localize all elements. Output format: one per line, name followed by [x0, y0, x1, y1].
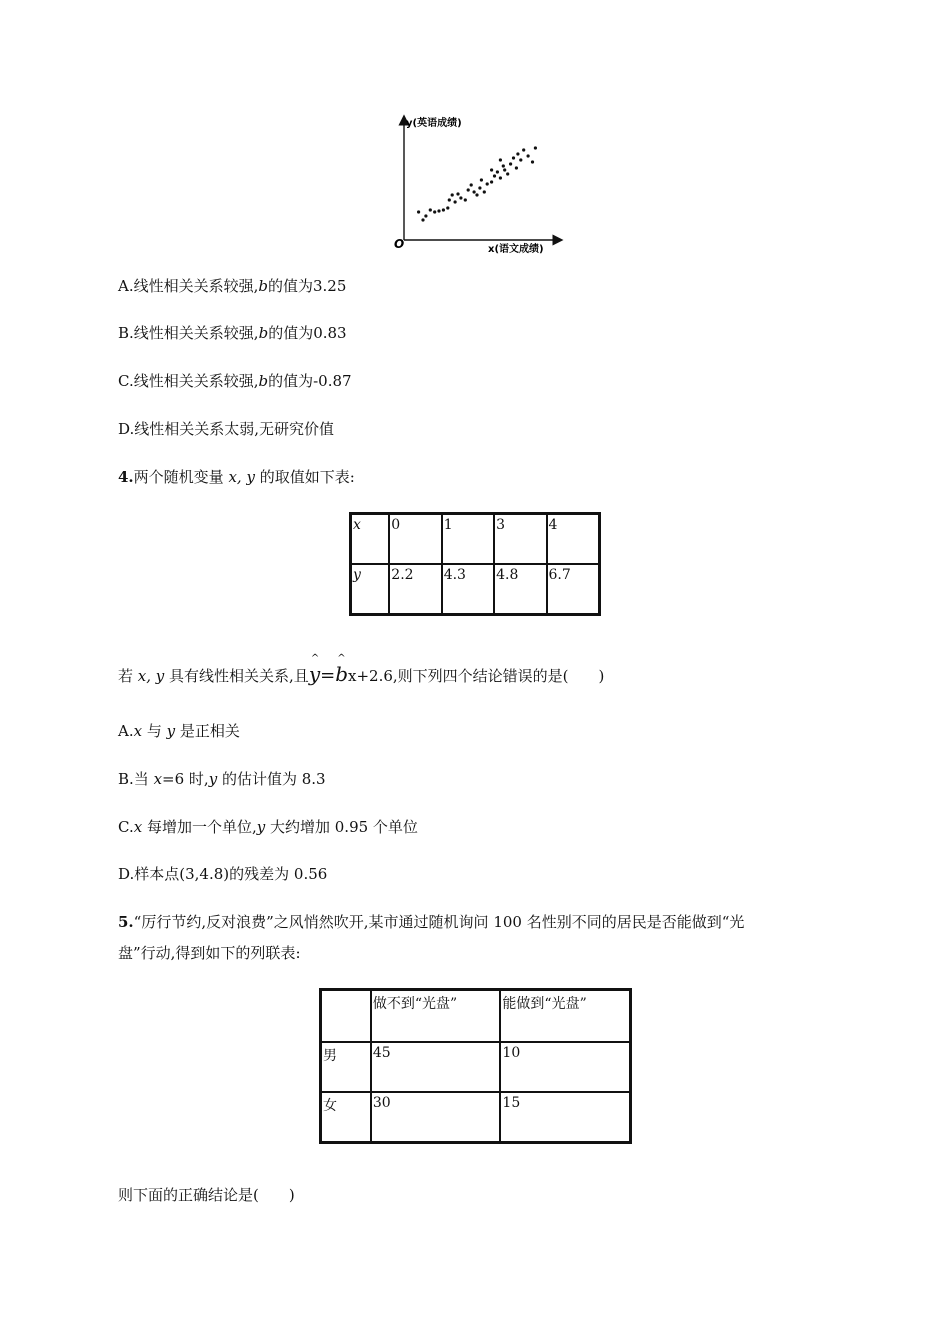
scatter-point-35 [531, 160, 534, 163]
option-text: 的估计值为 8.3 [217, 770, 326, 788]
option-letter: C. [118, 372, 134, 390]
q4-stem [118, 466, 355, 487]
scatter-point-20 [486, 182, 489, 185]
option-var: x [133, 818, 143, 836]
scatter-point-33 [522, 148, 525, 151]
table-cell: 1 [442, 514, 494, 565]
table-cell: 30 [371, 1092, 501, 1142]
option-var: y [256, 818, 266, 836]
option-letter: B. [118, 770, 134, 788]
option-text: 大约增加 0.95 个单位 [265, 818, 418, 836]
option-var: b [258, 324, 269, 342]
cond-text: 若 [118, 667, 138, 685]
option-var: y [166, 722, 176, 740]
option-text: =6 时, [162, 770, 209, 788]
option-letter: D. [118, 420, 135, 438]
option-text: 线性相关关系较强, [133, 277, 259, 295]
scatter-point-38 [490, 168, 493, 171]
origin-label: O [394, 237, 405, 251]
option-text: 线性相关关系太弱,无研究价值 [134, 420, 335, 438]
scatter-point-19 [483, 190, 486, 193]
q4-option-c[interactable] [118, 816, 418, 837]
q3-option-c[interactable] [118, 370, 352, 391]
stem-text: “厉行节约,反对浪费”之风悄然吹开,某市通过随机询问 100 名性别不同的居民是否能做到“光 [133, 913, 745, 931]
option-text: 每增加一个单位, [142, 818, 257, 836]
scatter-point-39 [480, 178, 483, 181]
table-cell: 15 [500, 1092, 630, 1142]
table-cell: 4.3 [442, 564, 494, 615]
scatter-point-11 [456, 192, 459, 195]
question-number: 4. [118, 468, 134, 486]
stem-text: 盘”行动,得到如下的列联表: [118, 944, 301, 962]
option-letter: A. [118, 277, 134, 295]
q5-stem-line1 [118, 911, 744, 932]
table-header-cell: 做不到“光盘” [371, 990, 501, 1042]
scatter-point-28 [509, 162, 512, 165]
q4-option-a[interactable] [118, 720, 240, 741]
option-var: x [153, 770, 163, 788]
scatter-points [417, 146, 537, 221]
table-cell: 3 [494, 514, 546, 565]
table-cell: 45 [371, 1042, 501, 1092]
table-row [321, 1042, 631, 1092]
option-letter: C. [118, 818, 134, 836]
scatter-plot [390, 110, 570, 260]
scatter-point-37 [499, 158, 502, 161]
scatter-point-26 [503, 168, 506, 171]
q4-condition [118, 664, 604, 686]
scatter-point-1 [421, 218, 424, 221]
scatter-point-18 [478, 186, 481, 189]
scatter-point-8 [448, 198, 451, 201]
scatter-point-21 [490, 180, 493, 183]
b-hat: ^ b [335, 664, 348, 684]
scatter-point-3 [429, 208, 432, 211]
option-text: 当 [133, 770, 154, 788]
scatter-point-32 [519, 158, 522, 161]
table-row [321, 1092, 631, 1142]
option-tail: 的值为-0.87 [268, 372, 352, 390]
scatter-point-29 [512, 156, 515, 159]
q3-option-b[interactable] [118, 322, 347, 343]
q4-option-b[interactable] [118, 768, 326, 789]
scatter-point-25 [502, 164, 505, 167]
q4-option-d[interactable] [118, 863, 327, 884]
table-cell: 4 [547, 514, 600, 565]
scatter-point-16 [473, 190, 476, 193]
scatter-point-6 [442, 208, 445, 211]
table-cell: x [351, 514, 390, 565]
table-row [351, 564, 600, 615]
scatter-point-15 [470, 183, 473, 186]
closing-text: 则下面的正确结论是( ) [118, 1186, 295, 1204]
option-var: b [258, 277, 268, 295]
table-header-row [321, 990, 631, 1042]
table-cell: 10 [500, 1042, 630, 1092]
stem-text: 两个随机变量 [133, 468, 229, 486]
cond-vars: x, y [137, 667, 165, 685]
scatter-point-30 [515, 166, 518, 169]
y-axis-label: y(英语成绩) [406, 118, 462, 129]
cond-text: 具有线性相关关系,且 [164, 667, 309, 685]
equals-sign: = [320, 665, 336, 686]
table-row [351, 514, 600, 565]
q4-table [349, 512, 601, 616]
option-text: 线性相关关系较强, [133, 324, 259, 342]
scatter-point-27 [506, 172, 509, 175]
scatter-point-7 [446, 206, 449, 209]
y-hat: ^ y [309, 664, 320, 684]
option-tail: 的值为0.83 [268, 324, 347, 342]
table-cell [321, 990, 371, 1042]
table-cell: 6.7 [547, 564, 600, 615]
scatter-point-36 [534, 146, 537, 149]
option-var: x [133, 722, 143, 740]
scatter-point-13 [464, 198, 467, 201]
scatter-point-5 [437, 209, 440, 212]
scatter-point-17 [475, 193, 478, 196]
option-text: 与 [142, 722, 167, 740]
option-text: 样本点(3,4.8)的残差为 0.56 [134, 865, 328, 883]
scatter-point-0 [417, 210, 420, 213]
scatter-point-10 [454, 200, 457, 203]
q3-option-d[interactable] [118, 418, 334, 439]
option-tail: 的值为3.25 [268, 277, 347, 295]
scatter-point-34 [527, 154, 530, 157]
q3-option-a[interactable] [118, 275, 346, 296]
question-number: 5. [118, 913, 134, 931]
table-header-cell: 能做到“光盘” [500, 990, 630, 1042]
cond-tail: x+2.6,则下列四个结论错误的是( ) [348, 667, 605, 685]
scatter-point-31 [516, 152, 519, 155]
option-var: y [208, 770, 218, 788]
option-var: b [258, 372, 269, 390]
stem-vars: x, y [228, 468, 255, 486]
q5-table [319, 988, 632, 1144]
scatter-point-24 [499, 176, 502, 179]
option-letter: B. [118, 324, 134, 342]
scatter-point-9 [451, 193, 454, 196]
option-text: 线性相关关系较强, [133, 372, 259, 390]
table-cell: 4.8 [494, 564, 546, 615]
table-cell: 2.2 [389, 564, 441, 615]
stem-text: 的取值如下表: [254, 468, 355, 486]
x-axis-label: x(语文成绩) [488, 244, 544, 255]
scatter-point-22 [493, 174, 496, 177]
option-letter: D. [118, 865, 135, 883]
scatter-point-12 [459, 196, 462, 199]
scatter-point-4 [433, 210, 436, 213]
table-cell: 男 [321, 1042, 371, 1092]
scatter-point-23 [496, 170, 499, 173]
table-cell: 女 [321, 1092, 371, 1142]
scatter-point-14 [467, 188, 470, 191]
table-cell: y [351, 564, 390, 615]
q5-closing [118, 1184, 295, 1205]
q5-stem-line2 [118, 942, 301, 963]
table-cell: 0 [389, 514, 441, 565]
option-letter: A. [118, 722, 134, 740]
scatter-point-2 [424, 214, 427, 217]
option-text: 是正相关 [175, 722, 240, 740]
